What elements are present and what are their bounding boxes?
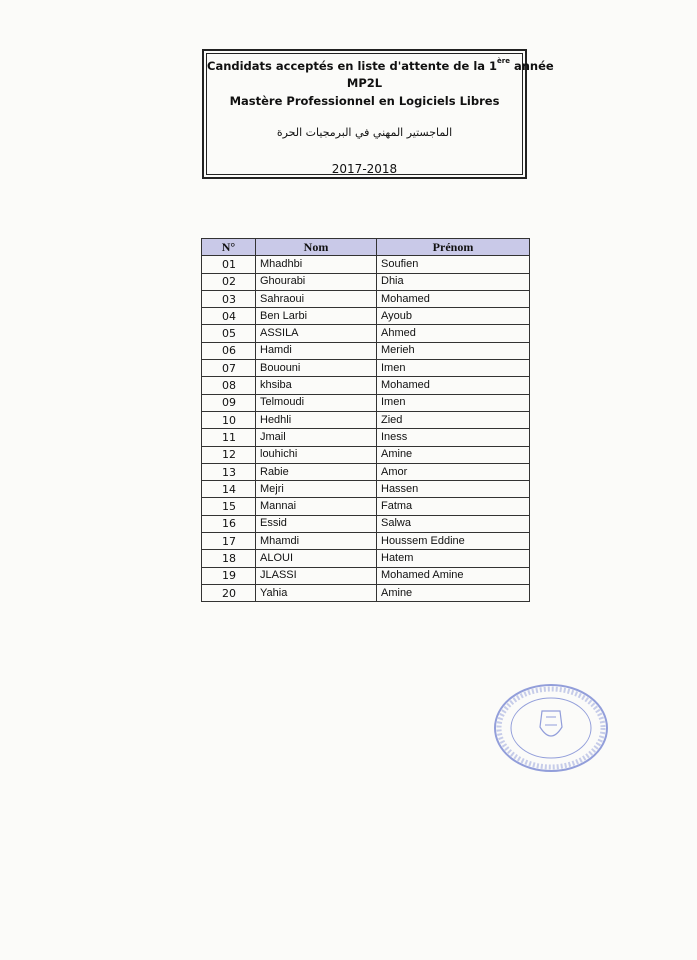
cell-nom: Rabie (256, 463, 377, 480)
table-row (202, 429, 530, 446)
cell-number: 18 (202, 550, 256, 567)
program-name-arabic: الماجستير المهني في البرمجيات الحرة (276, 126, 453, 139)
table-row (202, 342, 530, 359)
table-row (202, 256, 530, 273)
program-code: MP2L (346, 76, 383, 90)
cell-number: 20 (202, 584, 256, 601)
table-row (202, 481, 530, 498)
cell-prenom: Mohamed (377, 290, 530, 307)
cell-nom: Jmail (256, 429, 377, 446)
header-title-text: Candidats acceptés en liste d'attente de la 1 (207, 59, 498, 73)
cell-prenom: Houssem Eddine (377, 533, 530, 550)
cell-number: 07 (202, 360, 256, 377)
cell-prenom: Ahmed (377, 325, 530, 342)
cell-number: 02 (202, 273, 256, 290)
cell-prenom: Amine (377, 584, 530, 601)
cell-nom: Hedhli (256, 411, 377, 428)
program-name: Mastère Professionnel en Logiciels Libres (229, 94, 500, 108)
cell-number: 17 (202, 533, 256, 550)
cell-nom: Bououni (256, 360, 377, 377)
header-title-suffix: année (509, 59, 554, 73)
table-row (202, 498, 530, 515)
cell-prenom: Imen (377, 394, 530, 411)
cell-nom: khsiba (256, 377, 377, 394)
cell-prenom: Amine (377, 446, 530, 463)
table-row (202, 308, 530, 325)
cell-prenom: Mohamed Amine (377, 567, 530, 584)
cell-prenom: Iness (377, 429, 530, 446)
cell-number: 15 (202, 498, 256, 515)
cell-prenom: Dhia (377, 273, 530, 290)
table-row (202, 533, 530, 550)
column-header-number: N° (202, 239, 256, 256)
header-title-line (207, 57, 554, 73)
cell-prenom: Mohamed (377, 377, 530, 394)
cell-prenom: Zied (377, 411, 530, 428)
cell-number: 10 (202, 411, 256, 428)
cell-number: 16 (202, 515, 256, 532)
table-row (202, 325, 530, 342)
cell-prenom: Fatma (377, 498, 530, 515)
academic-year: 2017-2018 (331, 162, 398, 176)
header-title-superscript: ère (497, 57, 510, 65)
table-row (202, 463, 530, 480)
column-header-nom: Nom (256, 239, 377, 256)
cell-number: 14 (202, 481, 256, 498)
cell-nom: Ben Larbi (256, 308, 377, 325)
cell-number: 04 (202, 308, 256, 325)
cell-nom: Sahraoui (256, 290, 377, 307)
table-row (202, 411, 530, 428)
cell-nom: Yahia (256, 584, 377, 601)
cell-nom: Essid (256, 515, 377, 532)
table-row (202, 394, 530, 411)
table-row (202, 584, 530, 601)
table-row (202, 550, 530, 567)
table-row (202, 290, 530, 307)
cell-nom: Mannai (256, 498, 377, 515)
table-row (202, 273, 530, 290)
table-row (202, 360, 530, 377)
cell-nom: Telmoudi (256, 394, 377, 411)
waiting-list-table (201, 238, 530, 602)
table-row (202, 515, 530, 532)
cell-prenom: Hatem (377, 550, 530, 567)
table-header-row (202, 239, 530, 256)
cell-nom: Hamdi (256, 342, 377, 359)
table-row (202, 377, 530, 394)
cell-nom: ALOUI (256, 550, 377, 567)
cell-number: 19 (202, 567, 256, 584)
cell-number: 05 (202, 325, 256, 342)
cell-prenom: Amor (377, 463, 530, 480)
cell-number: 13 (202, 463, 256, 480)
table-row (202, 446, 530, 463)
cell-prenom: Hassen (377, 481, 530, 498)
cell-prenom: Soufien (377, 256, 530, 273)
cell-number: 06 (202, 342, 256, 359)
cell-number: 11 (202, 429, 256, 446)
official-seal-icon (492, 683, 610, 773)
cell-nom: JLASSI (256, 567, 377, 584)
cell-number: 09 (202, 394, 256, 411)
cell-number: 01 (202, 256, 256, 273)
cell-prenom: Salwa (377, 515, 530, 532)
cell-nom: Mhadhbi (256, 256, 377, 273)
cell-prenom: Ayoub (377, 308, 530, 325)
header-box (202, 49, 554, 179)
header-inner-frame (206, 53, 554, 176)
cell-number: 12 (202, 446, 256, 463)
cell-number: 08 (202, 377, 256, 394)
cell-nom: Ghourabi (256, 273, 377, 290)
cell-number: 03 (202, 290, 256, 307)
cell-nom: louhichi (256, 446, 377, 463)
cell-prenom: Imen (377, 360, 530, 377)
cell-nom: Mhamdi (256, 533, 377, 550)
column-header-prenom: Prénom (377, 239, 530, 256)
cell-prenom: Merieh (377, 342, 530, 359)
table-row (202, 567, 530, 584)
cell-nom: Mejri (256, 481, 377, 498)
cell-nom: ASSILA (256, 325, 377, 342)
